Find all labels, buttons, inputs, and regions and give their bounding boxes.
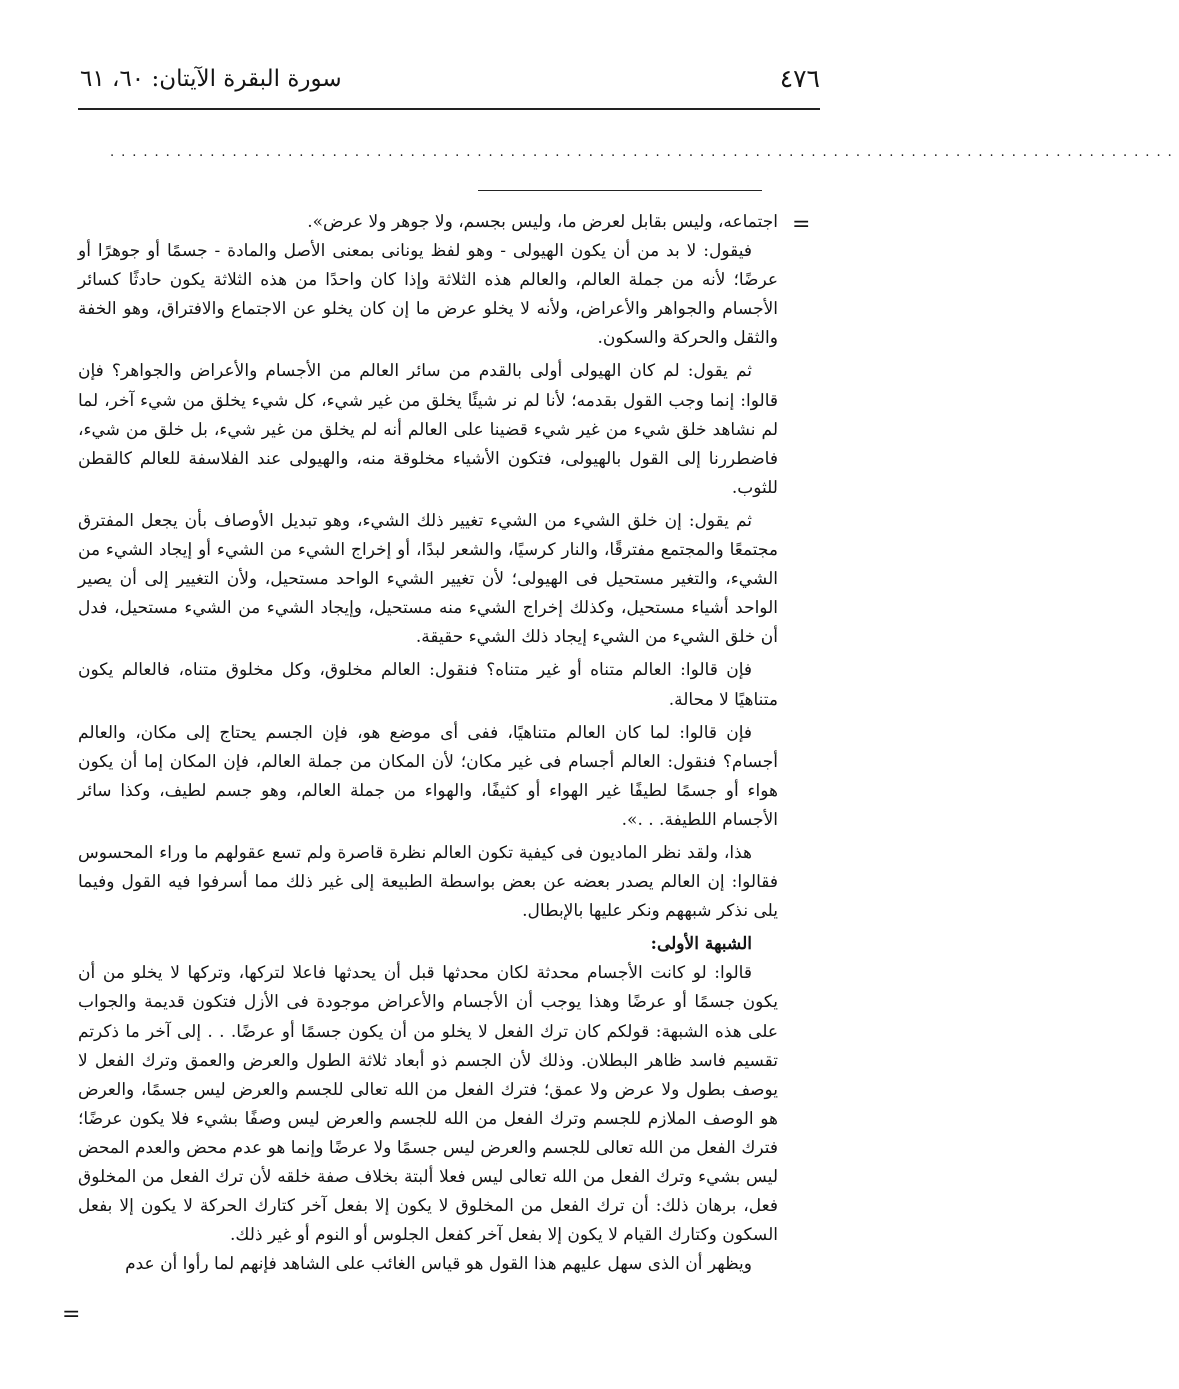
paragraph: قالوا: لو كانت الأجسام محدثة لكان محدثها قبل أن يحدثها فاعلا لتركها، وتركها لا يخلو من أن يكون جسمًا أو عرضًا وهذا يوجب أن الأجسام والأعراض موجودة فى الأزل فتكون قديمة والجواب على هذه الشبهة: قولكم كان ترك الفعل لا يخلو من أن يكون جسمًا أو عرضًا. . . إلى آخر ما ذكرتم تقسيم فاسد ظاهر البطلان. وذلك لأن الجسم ذو أبعاد ثلاثة الطول والعرض والعمق وترك الفعل لا يوصف بطول ولا عرض ولا عمق؛ فترك الفعل من الله تعالى للجسم والعرض ليس جسمًا، والعرض هو الوصف الملازم للجسم وترك الفعل من الله للجسم والعرض ليس وصفًا بشيء فلا يكون عرضًا؛ فترك الفعل من الله تعالى للجسم والعرض ليس جسمًا ولا عرضًا وإنما هو عدم محض والعدم المحض ليس بشيء وترك الفعل من الله تعالى ليس فعلا ألبتة بخلاف صفة خلقه لأن ترك الفعل من المخلوق فعل، برهان ذلك: أن ترك الفعل من المخلوق لا يكون إلا بفعل آخر كتارك الحركة لا يكون إلا بفعل السكون وكتارك القيام لا يكون إلا بفعل آخر كفعل الجلوس أو النوم أو غير ذلك. (78, 963, 778, 1246)
paragraph: هذا، ولقد نظر الماديون فى كيفية تكون العالم نظرة قاصرة ولم تسع عقولهم ما وراء المحسوس فقالوا: إن العالم يصدر بعضه عن بعض بواسطة الطبيعة إلى غير ذلك مما أسرفوا فيه القول وفيما يلى نذكر شبههم ونكر عليها بالإبطال. (78, 842, 778, 922)
paragraph: اجتماعه، وليس بقابل لعرض ما، وليس بجسم، ولا جوهر ولا عرض». (307, 212, 778, 232)
header-rule (78, 108, 820, 110)
paragraph: فإن قالوا: لما كان العالم متناهيًا، ففى أى موضع هو، فإن الجسم يحتاج إلى مكان، والعالم أجسام؟ فنقول: العالم أجسام فى غير مكان؛ لأن المكان من جملة العالم، فإن المكان إما أن يكون هواء أو جسمًا لطيفًا غير الهواء أو كثيفًا، والهواء من جملة العالم، وهو جسم لطيف، وكذا سائر الأجسام اللطيفة. . .». (78, 722, 778, 830)
footnote-rule (478, 190, 762, 191)
paragraph: ويظهر أن الذى سهل عليهم هذا القول هو قياس الغائب على الشاهد فإنهم لما رأوا أن عدم (125, 1254, 752, 1275)
paragraph: فإن قالوا: العالم متناه أو غير متناه؟ فنقول: العالم مخلوق، وكل مخلوق متناه، فالعالم يكون متناهيًا لا محالة. (78, 660, 778, 710)
paragraph: ثم يقول: لم كان الهيولى أولى بالقدم من سائر العالم من الأجسام والأعراض والجواهر؟ فإن قالوا: إنما وجب القول بقدمه؛ لأنا لم نر شيئًا يخلق من غير شيء، كل شيء يخلق من شيء آخر، لما لم نشاهد خلق شيء من غير شيء قضينا على العالم أنه لم يخلق من غير شيء، بل خلق من شيء، فاضطررنا إلى القول بالهيولى، فتكون الأشياء مخلوقة منه، والهيولى عند الفلاسفة للعالم كالقطن للثوب. (78, 361, 778, 498)
page-number: ٤٧٦ (779, 64, 820, 93)
page-header (80, 60, 820, 106)
paragraph: ثم يقول: إن خلق الشيء من الشيء تغيير ذلك الشيء، وهو تبديل الأوصاف بأن يجعل المفترق مجتمعًا والمجتمع مفترقًا، والنار كرسيًا، والشعر لبدًا، أو إخراج الشيء من الشيء أو إيجاد الشيء من الشيء، والتغير مستحيل فى الهيولى؛ لأن تغيير الشيء الواحد مستحيل، ولأن التغيير إلى أن يصير الواحد أشياء مستحيل، وكذلك إخراج الشيء منه مستحيل، وإيجاد الشيء من الشيء مستحيل، فدل أن خلق الشيء من الشيء إيجاد ذلك الشيء حقيقة. (78, 510, 778, 648)
dotted-separator: ................................................................................................ (110, 145, 1179, 160)
continued-mark-top: = (792, 212, 811, 237)
continued-mark-bottom: = (62, 1302, 81, 1327)
section-heading: الشبهة الأولى: (650, 934, 752, 955)
running-head: سورة البقرة الآيتان: ٦٠، ٦١ (80, 66, 342, 92)
paragraph: فيقول: لا بد من أن يكون الهيولى - وهو لفظ يونانى بمعنى الأصل والمادة - جسمًا أو جوهرًا أو عرضًا؛ لأنه من جملة العالم، والعالم هذه الثلاثة وإذا كان واحدًا من هذه الثلاثة يكون حادثًا كسائر الأجسام والجواهر والأعراض، ولأنه لا يخلو عرض ما إن كان يخلو عن الاجتماع والافتراق، وهو الخفة والثقل والحركة والسكون. (78, 241, 778, 349)
body-text (78, 208, 778, 1279)
